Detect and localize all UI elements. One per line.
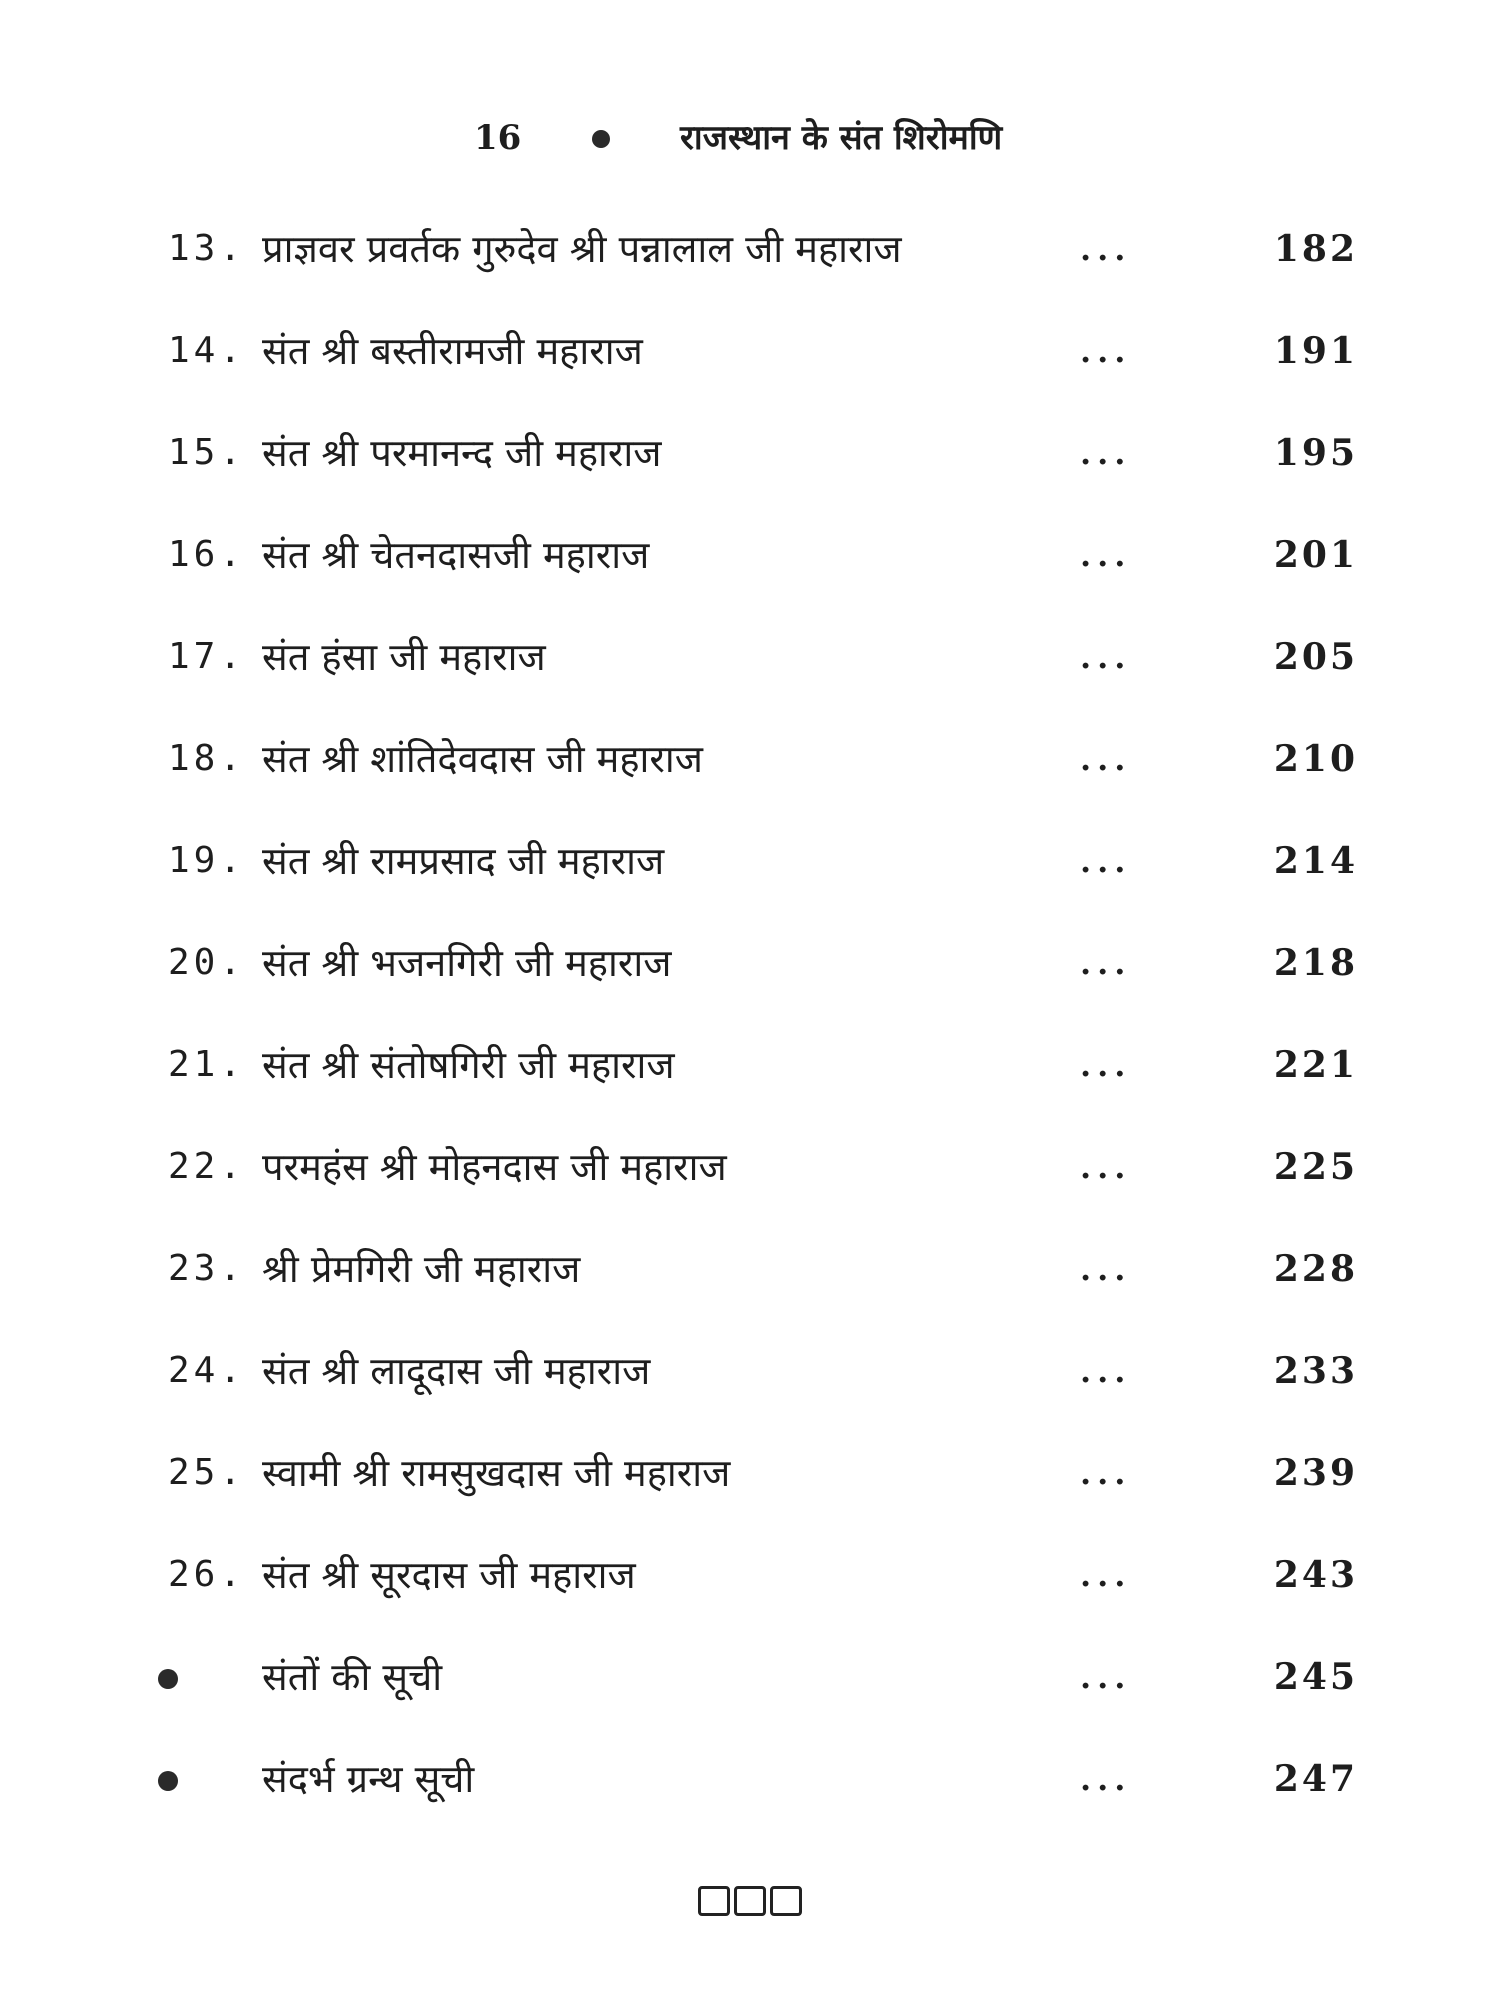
toc-entry-title: संत श्री चेतनदासजी महाराज: [262, 533, 650, 577]
toc-entry-title: संत श्री परमानन्द जी महाराज: [262, 431, 662, 475]
toc-entry-page: 182: [1273, 228, 1358, 270]
toc-entry-title: श्री प्रेमगिरी जी महाराज: [262, 1247, 581, 1291]
table-of-contents: [0, 205, 1500, 1837]
toc-entry: [0, 1123, 1500, 1225]
toc-entry: [0, 1021, 1500, 1123]
toc-entry-number: 13.: [168, 228, 246, 269]
toc-leader-dots: ...: [1080, 1250, 1132, 1288]
toc-leader-dots: ...: [1080, 1352, 1132, 1390]
toc-entry-page: 221: [1273, 1044, 1358, 1086]
toc-entry-page: 214: [1273, 840, 1358, 882]
toc-entry-title: संत हंसा जी महाराज: [262, 635, 546, 679]
toc-entry: [0, 1327, 1500, 1429]
toc-entry-page: 228: [1273, 1248, 1358, 1290]
toc-leader-dots: ...: [1080, 740, 1132, 778]
header-bullet-icon: [592, 130, 610, 148]
toc-entry-page: 239: [1273, 1452, 1358, 1494]
toc-entry-page: 195: [1273, 432, 1358, 474]
toc-leader-dots: ...: [1080, 1454, 1132, 1492]
toc-entry-title: संत श्री भजनगिरी जी महाराज: [262, 941, 672, 985]
page-header: [0, 108, 1500, 168]
toc-entry: [0, 817, 1500, 919]
toc-leader-dots: ...: [1080, 1148, 1132, 1186]
toc-entry-page: 225: [1273, 1146, 1358, 1188]
toc-entry-title: संत श्री संतोषगिरी जी महाराज: [262, 1043, 675, 1087]
toc-entry: [0, 511, 1500, 613]
toc-leader-dots: ...: [1080, 842, 1132, 880]
toc-entry-page: 218: [1273, 942, 1358, 984]
toc-leader-dots: ...: [1080, 536, 1132, 574]
toc-entry-title: संत श्री रामप्रसाद जी महाराज: [262, 839, 665, 883]
toc-entry-title: संत श्री बस्तीरामजी महाराज: [262, 329, 643, 373]
toc-entry: [0, 1429, 1500, 1531]
toc-leader-dots: ...: [1080, 944, 1132, 982]
toc-entry-title: संत श्री सूरदास जी महाराज: [262, 1553, 636, 1597]
toc-entry-number: 22.: [168, 1146, 246, 1187]
toc-entry-number: 25.: [168, 1452, 246, 1493]
toc-leader-dots: ...: [1080, 638, 1132, 676]
toc-leader-dots: ...: [1080, 1046, 1132, 1084]
toc-entry-number: 17.: [168, 636, 246, 677]
toc-entry-page: 233: [1273, 1350, 1358, 1392]
toc-entry-number: 26.: [168, 1554, 246, 1595]
toc-leader-dots: ...: [1080, 1658, 1132, 1696]
toc-entry-number: 24.: [168, 1350, 246, 1391]
toc-entry-title: प्राज्ञवर प्रवर्तक गुरुदेव श्री पन्नालाल जी महाराज: [262, 227, 902, 271]
end-box-icon: [698, 1886, 730, 1916]
toc-leader-dots: ...: [1080, 230, 1132, 268]
toc-entry-number: 14.: [168, 330, 246, 371]
toc-entry-title: स्वामी श्री रामसुखदास जी महाराज: [262, 1451, 731, 1495]
end-box-icon: [734, 1886, 766, 1916]
toc-entry: [0, 1531, 1500, 1633]
bullet-icon: [158, 1669, 178, 1689]
toc-entry-number: 19.: [168, 840, 246, 881]
end-box-icon: [770, 1886, 802, 1916]
toc-entry-page: 205: [1273, 636, 1358, 678]
toc-leader-dots: ...: [1080, 332, 1132, 370]
toc-entry-number: 20.: [168, 942, 246, 983]
toc-leader-dots: ...: [1080, 1556, 1132, 1594]
toc-entry-number: 23.: [168, 1248, 246, 1289]
toc-entry-page: 191: [1273, 330, 1358, 372]
toc-entry-number: 16.: [168, 534, 246, 575]
toc-entry-number: 21.: [168, 1044, 246, 1085]
toc-entry-title: संत श्री लादूदास जी महाराज: [262, 1349, 651, 1393]
toc-appendix-entry: [0, 1735, 1500, 1837]
toc-entry-page: 201: [1273, 534, 1358, 576]
book-title: राजस्थान के संत शिरोमणि: [680, 118, 1003, 158]
end-of-section-mark: [698, 1886, 802, 1918]
toc-entry-title: संतों की सूची: [262, 1655, 443, 1699]
toc-entry-page: 245: [1273, 1656, 1358, 1698]
toc-entry-page: 210: [1273, 738, 1358, 780]
toc-entry-title: संदर्भ ग्रन्थ सूची: [262, 1757, 475, 1801]
toc-entry-number: 18.: [168, 738, 246, 779]
toc-entry-page: 247: [1273, 1758, 1358, 1800]
toc-entry: [0, 409, 1500, 511]
toc-entry-title: संत श्री शांतिदेवदास जी महाराज: [262, 737, 703, 781]
toc-entry: [0, 205, 1500, 307]
toc-leader-dots: ...: [1080, 1760, 1132, 1798]
toc-entry-page: 243: [1273, 1554, 1358, 1596]
toc-entry: [0, 1225, 1500, 1327]
bullet-icon: [158, 1771, 178, 1791]
toc-entry: [0, 307, 1500, 409]
toc-appendix-entry: [0, 1633, 1500, 1735]
toc-entry: [0, 715, 1500, 817]
page-number: 16: [474, 118, 522, 158]
toc-entry: [0, 919, 1500, 1021]
toc-entry-number: 15.: [168, 432, 246, 473]
toc-leader-dots: ...: [1080, 434, 1132, 472]
toc-entry: [0, 613, 1500, 715]
toc-entry-title: परमहंस श्री मोहनदास जी महाराज: [262, 1145, 727, 1189]
